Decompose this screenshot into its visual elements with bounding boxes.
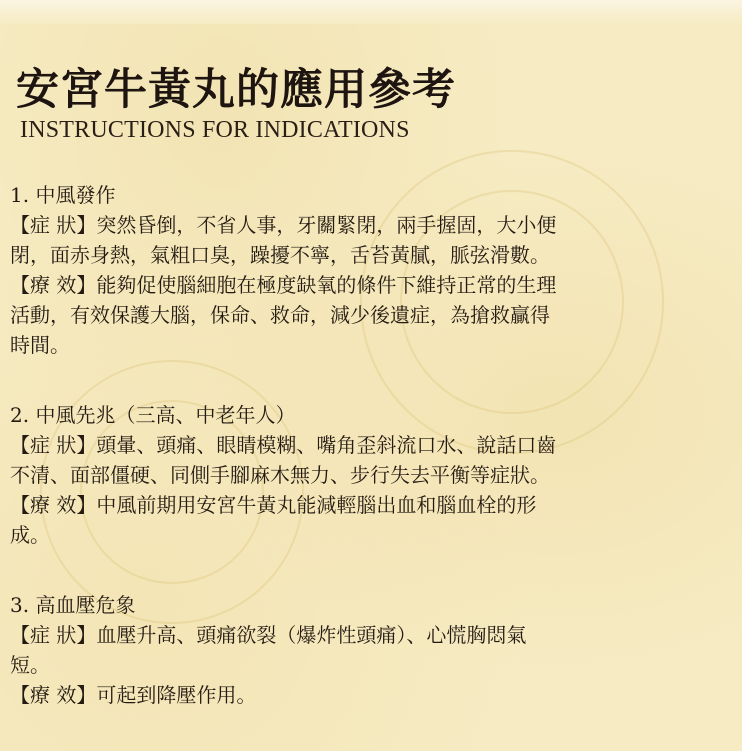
section-heading: 1. 中風發作: [10, 183, 116, 207]
page-subtitle: INSTRUCTIONS FOR INDICATIONS: [20, 117, 410, 143]
entry-line: [10, 680, 734, 710]
section-heading: 2. 中風先兆（三高、中老年人）: [10, 403, 296, 427]
symptom-text: 閉，面赤身熱，氣粗口臭，躁擾不寧，舌苔黃膩，脈弦滑數。: [10, 243, 550, 267]
top-band: [0, 0, 742, 24]
effect-text: 可起到降壓作用。: [96, 683, 257, 707]
entry-line: [10, 430, 734, 460]
symptom-text: 頭暈、頭痛、眼睛模糊、嘴角歪斜流口水、說話口齒: [96, 433, 557, 457]
effect-label: 【療 效】: [10, 493, 97, 517]
symptom-entry: [10, 430, 734, 490]
symptom-label: 【症 狀】: [10, 623, 97, 647]
entry-line: [10, 330, 734, 360]
symptom-text: 突然昏倒，不省人事，牙關緊閉，兩手握固，大小便: [96, 213, 557, 237]
section-stroke-attack: [10, 180, 734, 360]
symptom-text: 血壓升高、頭痛欲裂（爆炸性頭痛）、心慌胸悶氣: [96, 623, 527, 647]
effect-text: 成。: [10, 523, 50, 547]
section-heading: 3. 高血壓危象: [10, 593, 136, 617]
effect-text: 中風前期用安宮牛黃丸能減輕腦出血和腦血栓的形: [96, 493, 537, 517]
effect-entry: [10, 680, 734, 710]
page-title: 安宮牛黃丸的應用參考: [16, 65, 456, 115]
symptom-label: 【症 狀】: [10, 213, 97, 237]
section-hypertensive-crisis: [10, 590, 734, 710]
entry-line: [10, 620, 734, 650]
entry-line: [10, 460, 734, 490]
effect-entry: [10, 490, 734, 550]
symptom-text: 不清、面部僵硬、同側手腳麻木無力、步行失去平衡等症狀。: [10, 463, 550, 487]
symptom-entry: [10, 620, 734, 680]
effect-text: 時間。: [10, 333, 70, 357]
entry-line: [10, 240, 734, 270]
symptom-entry: [10, 210, 734, 270]
effect-entry: [10, 270, 734, 360]
effect-text: 能夠促使腦細胞在極度缺氧的條件下維持正常的生理: [96, 273, 557, 297]
entry-line: [10, 490, 734, 520]
effect-label: 【療 效】: [10, 273, 97, 297]
effect-label: 【療 效】: [10, 683, 97, 707]
symptom-label: 【症 狀】: [10, 433, 97, 457]
section-stroke-warning: [10, 400, 734, 550]
entry-line: [10, 300, 734, 330]
entry-line: [10, 270, 734, 300]
symptom-text: 短。: [10, 653, 50, 677]
entry-line: [10, 650, 734, 680]
entry-line: [10, 210, 734, 240]
entry-line: [10, 520, 734, 550]
effect-text: 活動，有效保護大腦，保命、救命，減少後遺症，為搶救贏得: [10, 303, 550, 327]
